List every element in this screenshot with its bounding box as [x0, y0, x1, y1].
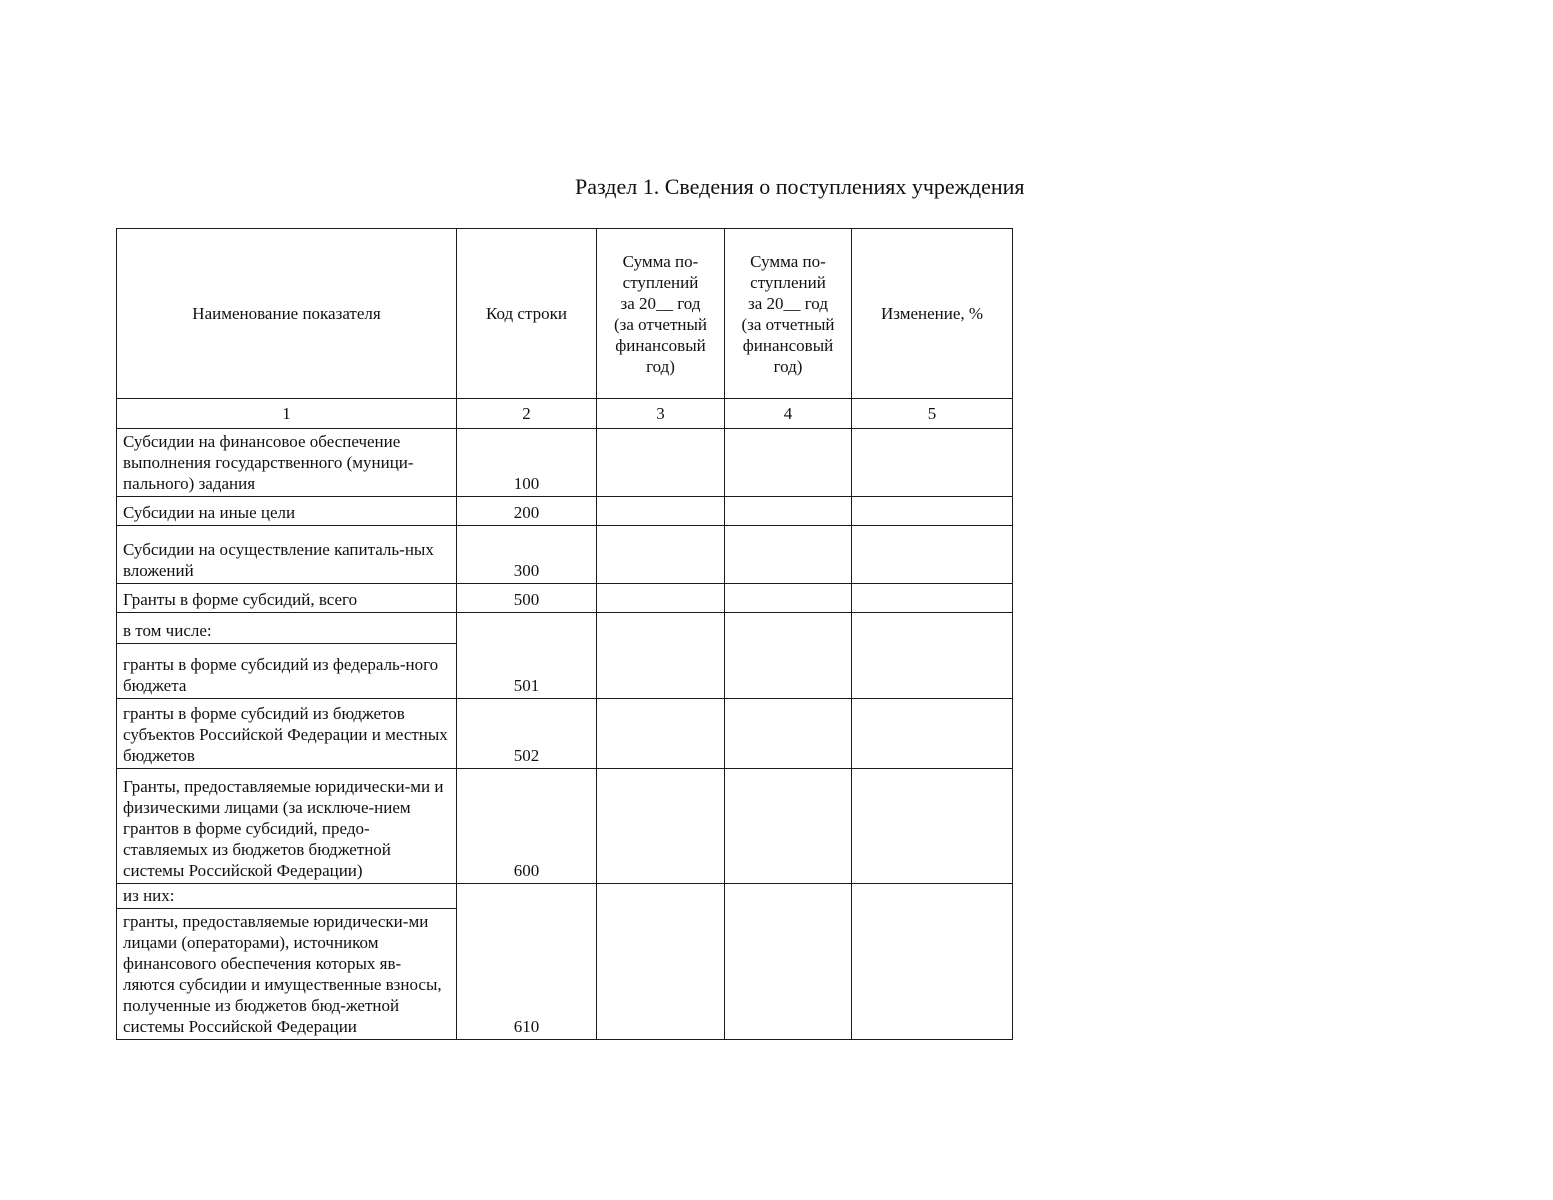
header-receipts-year-1: Сумма по- ступлений за 20__ год (за отчетный финансовый год)	[597, 229, 725, 399]
value-cell	[852, 884, 1013, 1040]
value-cell	[725, 584, 852, 613]
value-cell	[597, 526, 725, 584]
line-code: 600	[457, 769, 597, 884]
table-row	[117, 769, 1013, 884]
value-cell	[725, 699, 852, 769]
table-row	[117, 613, 1013, 699]
indicator-name: гранты в форме субсидий из бюджетов субъектов Российской Федерации и местных бюджетов	[117, 699, 457, 769]
indicator-cell	[117, 884, 457, 1040]
group-prefix: в том числе:	[117, 620, 456, 644]
column-number: 5	[852, 399, 1013, 429]
line-code: 100	[457, 429, 597, 497]
indicator-name: гранты в форме субсидий из федераль-ного бюджета	[123, 655, 439, 695]
value-cell	[852, 584, 1013, 613]
table-row	[117, 429, 1013, 497]
value-cell	[597, 613, 725, 699]
receipts-table	[116, 228, 1013, 1040]
column-number: 1	[117, 399, 457, 429]
table-row	[117, 884, 1013, 1040]
line-code: 200	[457, 497, 597, 526]
indicator-name: Гранты, предоставляемые юридически-ми и физическими лицами (за исключе-нием грантов в форме субсидий, предо-ставляемых из бюджетов бюджетной системы Российской Федерации)	[117, 769, 457, 884]
value-cell	[725, 429, 852, 497]
indicator-cell	[117, 613, 457, 699]
value-cell	[725, 769, 852, 884]
value-cell	[725, 497, 852, 526]
line-code: 502	[457, 699, 597, 769]
value-cell	[597, 884, 725, 1040]
value-cell	[725, 613, 852, 699]
indicator-name: Субсидии на осуществление капиталь-ных вложений	[117, 526, 457, 584]
value-cell	[725, 884, 852, 1040]
section-title: Раздел 1. Сведения о поступлениях учреждения	[575, 174, 1025, 199]
line-code: 500	[457, 584, 597, 613]
indicator-name: гранты, предоставляемые юридически-ми лицами (операторами), источником финансового обеспечения которых яв-ляются субсидии и имущественные взносы, полученные из бюджетов бюд-жетной системы Российской Федерации	[123, 912, 442, 1036]
indicator-name: Субсидии на иные цели	[117, 497, 457, 526]
table-row	[117, 584, 1013, 613]
value-cell	[852, 613, 1013, 699]
value-cell	[597, 584, 725, 613]
header-line-code: Код строки	[457, 229, 597, 399]
value-cell	[597, 429, 725, 497]
indicator-name: Субсидии на финансовое обеспечение выполнения государственного (муници-пального) задания	[117, 429, 457, 497]
header-indicator-name: Наименование показателя	[117, 229, 457, 399]
header-change-percent: Изменение, %	[852, 229, 1013, 399]
line-code: 300	[457, 526, 597, 584]
value-cell	[852, 526, 1013, 584]
header-receipts-year-2: Сумма по- ступлений за 20__ год (за отчетный финансовый год)	[725, 229, 852, 399]
column-number: 4	[725, 399, 852, 429]
group-prefix: из них:	[117, 885, 456, 909]
value-cell	[852, 769, 1013, 884]
table-row	[117, 497, 1013, 526]
line-code: 610	[457, 884, 597, 1040]
table-row	[117, 699, 1013, 769]
column-number: 2	[457, 399, 597, 429]
value-cell	[852, 497, 1013, 526]
indicator-name: Гранты в форме субсидий, всего	[117, 584, 457, 613]
line-code: 501	[457, 613, 597, 699]
value-cell	[597, 497, 725, 526]
value-cell	[852, 699, 1013, 769]
value-cell	[597, 769, 725, 884]
header-row	[117, 229, 1013, 399]
table-row	[117, 526, 1013, 584]
value-cell	[852, 429, 1013, 497]
value-cell	[725, 526, 852, 584]
column-number: 3	[597, 399, 725, 429]
value-cell	[597, 699, 725, 769]
column-number-row	[117, 399, 1013, 429]
